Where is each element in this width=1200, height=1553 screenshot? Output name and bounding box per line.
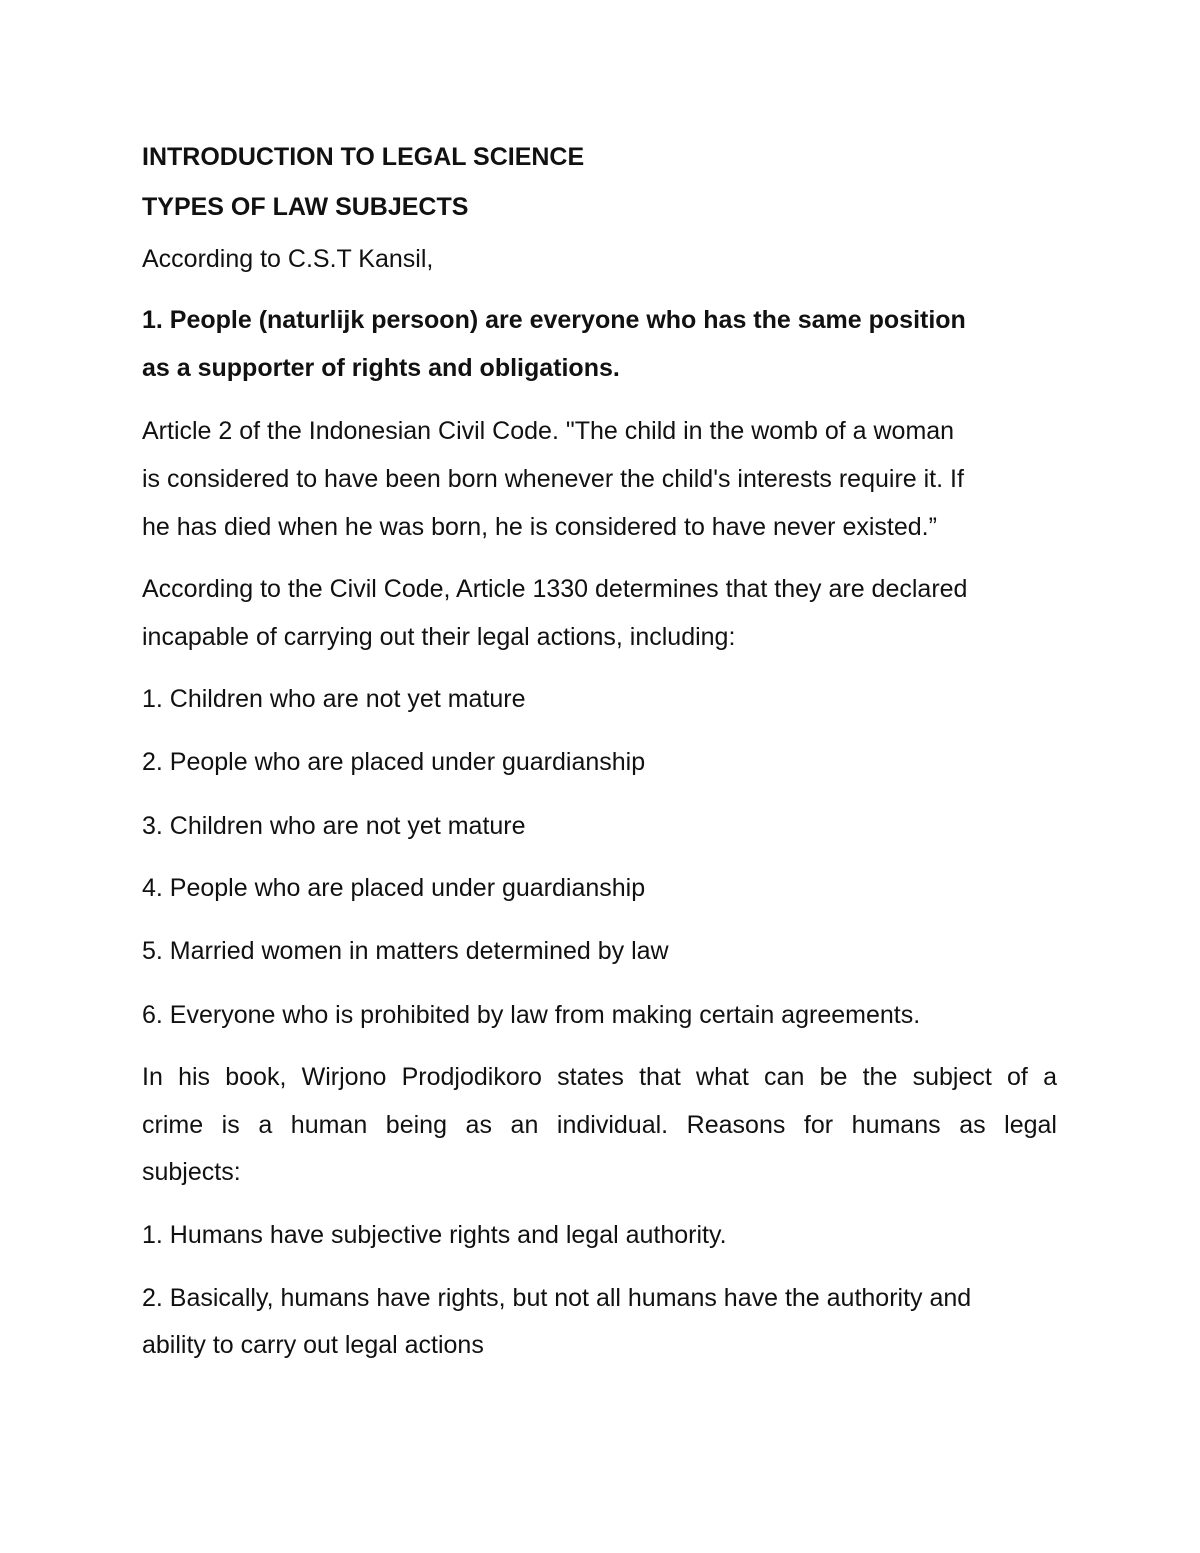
reason-item: 2. Basically, humans have rights, but not all humans have the authority and (142, 1284, 972, 1312)
list-item: 4. People who are placed under guardianship (142, 874, 646, 902)
article-2-line-3: he has died when he was born, he is considered to have never existed.” (142, 513, 937, 541)
wirjono-line-2: crime is a human being as an individual. Reasons for humans as legal (142, 1111, 1057, 1139)
wirjono-line-1: In his book, Wirjono Prodjodikoro states that what can be the subject of a (142, 1063, 1057, 1091)
list-item: 1. Children who are not yet mature (142, 685, 526, 713)
list-item: 2. People who are placed under guardianship (142, 748, 646, 776)
list-item: 5. Married women in matters determined by law (142, 937, 669, 965)
list-item: 3. Children who are not yet mature (142, 812, 526, 840)
document-subtitle: TYPES OF LAW SUBJECTS (142, 193, 469, 221)
wirjono-line-3: subjects: (142, 1158, 241, 1186)
article-1330-line-2: incapable of carrying out their legal actions, including: (142, 623, 736, 651)
article-2-line-2: is considered to have been born whenever the child's interests require it. If (142, 465, 964, 493)
article-1330-line-1: According to the Civil Code, Article 1330 determines that they are declared (142, 575, 968, 603)
reason-item: 1. Humans have subjective rights and legal authority. (142, 1221, 727, 1249)
reason-item-continuation: ability to carry out legal actions (142, 1331, 484, 1359)
list-item: 6. Everyone who is prohibited by law from making certain agreements. (142, 1001, 921, 1029)
article-2-line-1: Article 2 of the Indonesian Civil Code. "The child in the womb of a woman (142, 417, 955, 445)
document-title: INTRODUCTION TO LEGAL SCIENCE (142, 143, 585, 171)
intro-paragraph: According to C.S.T Kansil, (142, 245, 434, 273)
point-1-line-2: as a supporter of rights and obligations. (142, 354, 620, 382)
point-1-line-1: 1. People (naturlijk persoon) are everyone who has the same position (142, 306, 966, 334)
